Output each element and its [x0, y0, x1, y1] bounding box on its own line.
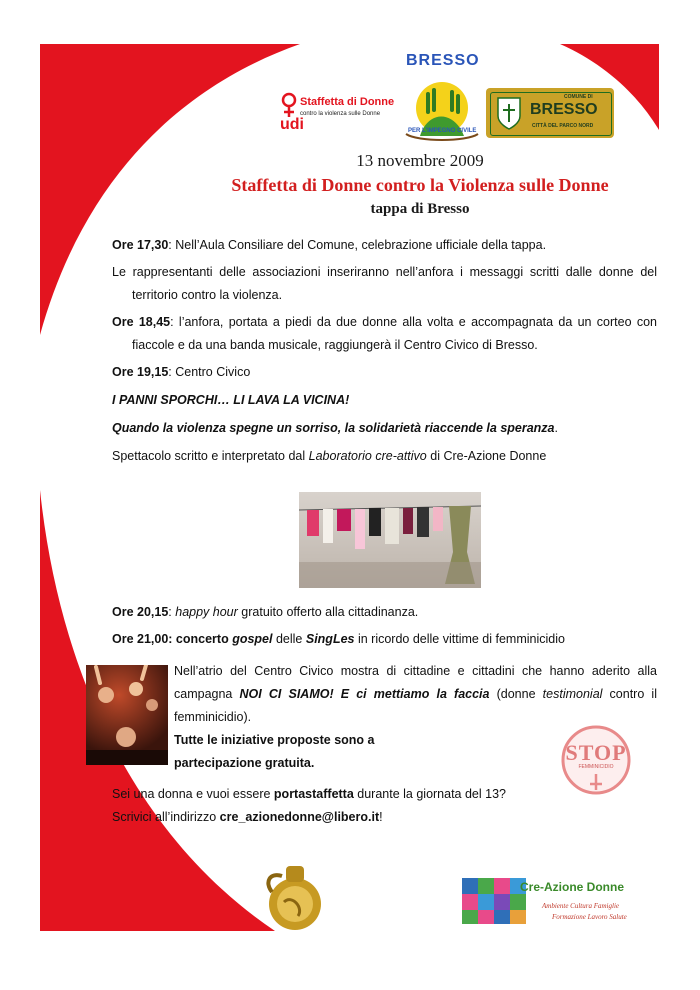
contact-email[interactable]: cre_azionedonne@libero.it [219, 810, 380, 824]
free-line-1: Tutte le iniziative proposte sono a [174, 733, 375, 747]
show-title: I PANNI SPORCHI… LI LAVA LA VICINA! [112, 393, 350, 407]
comune-bresso-logo [486, 88, 614, 138]
stop-sub: FEMMINICIDIO [578, 764, 614, 770]
creazione-logo-name: Cre-Azione Donne [520, 880, 625, 894]
show-motto [112, 417, 657, 440]
bresso-logo-tagline: PER L'IMPEGNO CIVILE [408, 128, 477, 134]
female-symbol-icon [280, 92, 298, 118]
atrio-text-c: contro il femminicidio). [174, 687, 657, 724]
program-item-2100 [112, 628, 657, 651]
contact-line [112, 806, 592, 829]
page-title: Staffetta di Donne contro la Violenza sulle Donne [231, 175, 609, 195]
time-1915: Ore 19,15 [112, 365, 169, 379]
question-b: durante la giornata del 13? [353, 787, 506, 801]
time-2015: Ore 20,15 [112, 605, 169, 619]
staffetta-logo [280, 92, 402, 140]
amphora-image [262, 862, 328, 934]
page-subtitle: tappa di Bresso [370, 201, 470, 217]
show-credit-b: di Cre-Azione Donne [426, 449, 547, 463]
sep-2015: : [168, 605, 176, 619]
program-messages-note: Le rappresentanti delle associazioni inseriranno nell’anfora i messaggi scritti dalle donne del territorio contro la violenza. [112, 265, 657, 302]
portastaffetta-word: portastaffetta [273, 787, 354, 801]
text-1845: : l’anfora, portata a piedi da due donne alla volta e accompagnata da un corteo con fiaccole e da una banda musicale, raggiungerà il Centro Civico di Bresso. [132, 315, 658, 352]
question-a: Sei una donna e vuoi essere [112, 787, 274, 801]
atrio-text-a: Nell’atrio del Centro Civico mostra di cittadine e cittadini che hanno aderito alla campagna [174, 664, 657, 701]
crowd-photo [86, 665, 168, 765]
text-2015: gratuito offerto alla cittadinanza. [237, 605, 419, 619]
program-section [112, 234, 657, 468]
text-2100-end: in ricordo delle vittime di femminicidio [354, 632, 565, 646]
campaign-name: NOI CI SIAMO! E ci mettiamo la faccia [239, 687, 490, 701]
atrio-text-b: (donne [489, 687, 543, 701]
contact-a: Scrivici all’indirizzo [112, 810, 220, 824]
event-date: 13 novembre 2009 [356, 151, 484, 170]
comune-logo-label: COMUNE DI [564, 94, 593, 100]
puzzle-icon [462, 878, 528, 924]
free-line-2: partecipazione gratuita. [174, 756, 315, 770]
gospel-text: gospel [232, 632, 273, 646]
show-credit-a: Spettacolo scritto e interpretato dal [112, 449, 309, 463]
show-credit-lab: Laboratorio cre-attivo [308, 449, 427, 463]
time-1730: Ore 17,30 [112, 238, 169, 252]
show-motto-text: Quando la violenza spegne un sorriso, la solidarietà riaccende la speranza [112, 421, 555, 435]
show-credit [112, 445, 657, 468]
evening-section [112, 601, 657, 651]
text-1730: : Nell’Aula Consiliare del Comune, celebrazione ufficiale della tappa. [168, 238, 547, 252]
contact-b: ! [379, 810, 383, 824]
comune-logo-name: BRESSO [530, 101, 598, 118]
testimonial-text: testimonial [542, 687, 603, 701]
bresso-logo-name: BRESSO [406, 52, 480, 69]
program-item-1845 [112, 311, 657, 357]
staffetta-logo-title: Staffetta di Donne [300, 96, 395, 108]
bresso-impegno-logo [398, 50, 486, 142]
singles-text: SingLes [305, 632, 355, 646]
laundry-photo [299, 492, 481, 588]
coat-of-arms-icon [496, 96, 522, 130]
program-item-1730 [112, 234, 657, 257]
show-motto-end: . [554, 421, 558, 435]
footer-section [112, 783, 592, 829]
staffetta-logo-subtitle: contro la violenza sulle Donne [300, 111, 381, 117]
time-2100: Ore 21,00: concerto [112, 632, 233, 646]
text-1915: : Centro Civico [168, 365, 251, 379]
creazione-donne-logo [462, 876, 662, 928]
happy-hour-text: happy hour [175, 605, 238, 619]
time-1845: Ore 18,45 [112, 315, 171, 329]
portastaffetta-question [112, 783, 592, 806]
program-item-2015 [112, 601, 657, 624]
atrio-text [174, 660, 657, 729]
comune-logo-sub: CITTÀ DEL PARCO NORD [532, 123, 594, 129]
text-2100-mid: delle [272, 632, 306, 646]
stop-word: STOP [565, 740, 627, 765]
program-item-1915 [112, 361, 657, 384]
udi-logo-text: udi [280, 116, 304, 133]
creazione-logo-line1: Ambiente Cultura Famiglie [542, 902, 619, 910]
creazione-logo-line2: Formazione Lavoro Salute [552, 913, 627, 921]
